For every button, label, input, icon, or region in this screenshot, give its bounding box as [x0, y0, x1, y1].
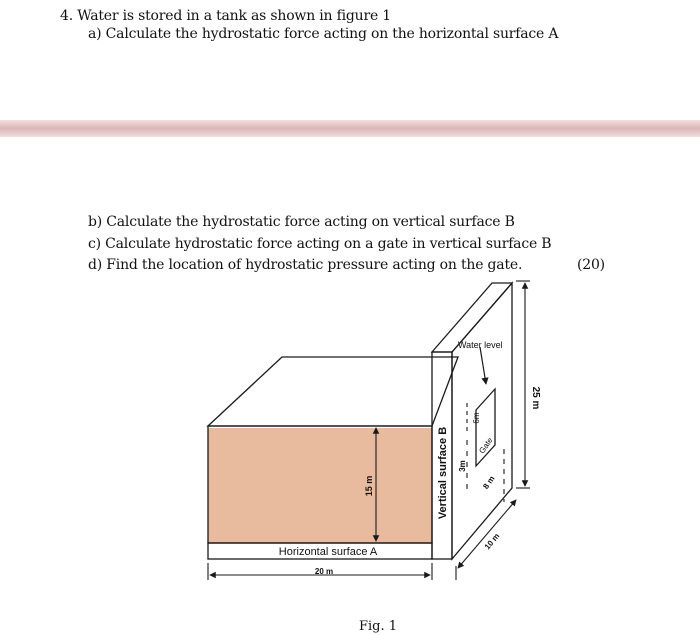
- question-text: Water is stored in a tank as shown in figure 1: [77, 8, 391, 24]
- tank-top-surface: [208, 357, 458, 426]
- marks: (20): [577, 257, 605, 273]
- height-total-label: 25 m: [530, 386, 541, 410]
- gate-rectangle: [476, 389, 495, 466]
- vertical-surface-label: Vertical surface B: [437, 426, 449, 520]
- water-level-arrow: [480, 347, 486, 384]
- part-a: a) Calculate the hydrostatic force acting on the horizontal surface A: [88, 26, 559, 42]
- gate-offset-label: 3m: [458, 460, 467, 472]
- water-level-label: Water level: [458, 340, 503, 350]
- length-label: 20 m: [314, 567, 334, 576]
- water-depth-label: 15 m: [364, 475, 374, 497]
- vertical-wall-side: [452, 283, 512, 559]
- part-c: c) Calculate hydrostatic force acting on a gate in vertical surface B: [88, 236, 552, 252]
- water-body: [208, 428, 432, 543]
- depth-dimension-line: [458, 500, 516, 568]
- gate-label: Gate: [477, 435, 495, 456]
- gate-width-label: 8 m: [481, 474, 497, 491]
- question-number: 4.: [60, 8, 73, 24]
- horizontal-surface-label: Horizontal surface A: [278, 546, 378, 558]
- depth-label: 10 m: [482, 531, 502, 552]
- part-b: b) Calculate the hydrostatic force acting on vertical surface B: [88, 214, 515, 230]
- part-d: d) Find the location of hydrostatic pressure acting on the gate.: [88, 257, 523, 273]
- figure-caption: Fig. 1: [358, 619, 398, 634]
- gate-height-label: 6m: [472, 412, 481, 424]
